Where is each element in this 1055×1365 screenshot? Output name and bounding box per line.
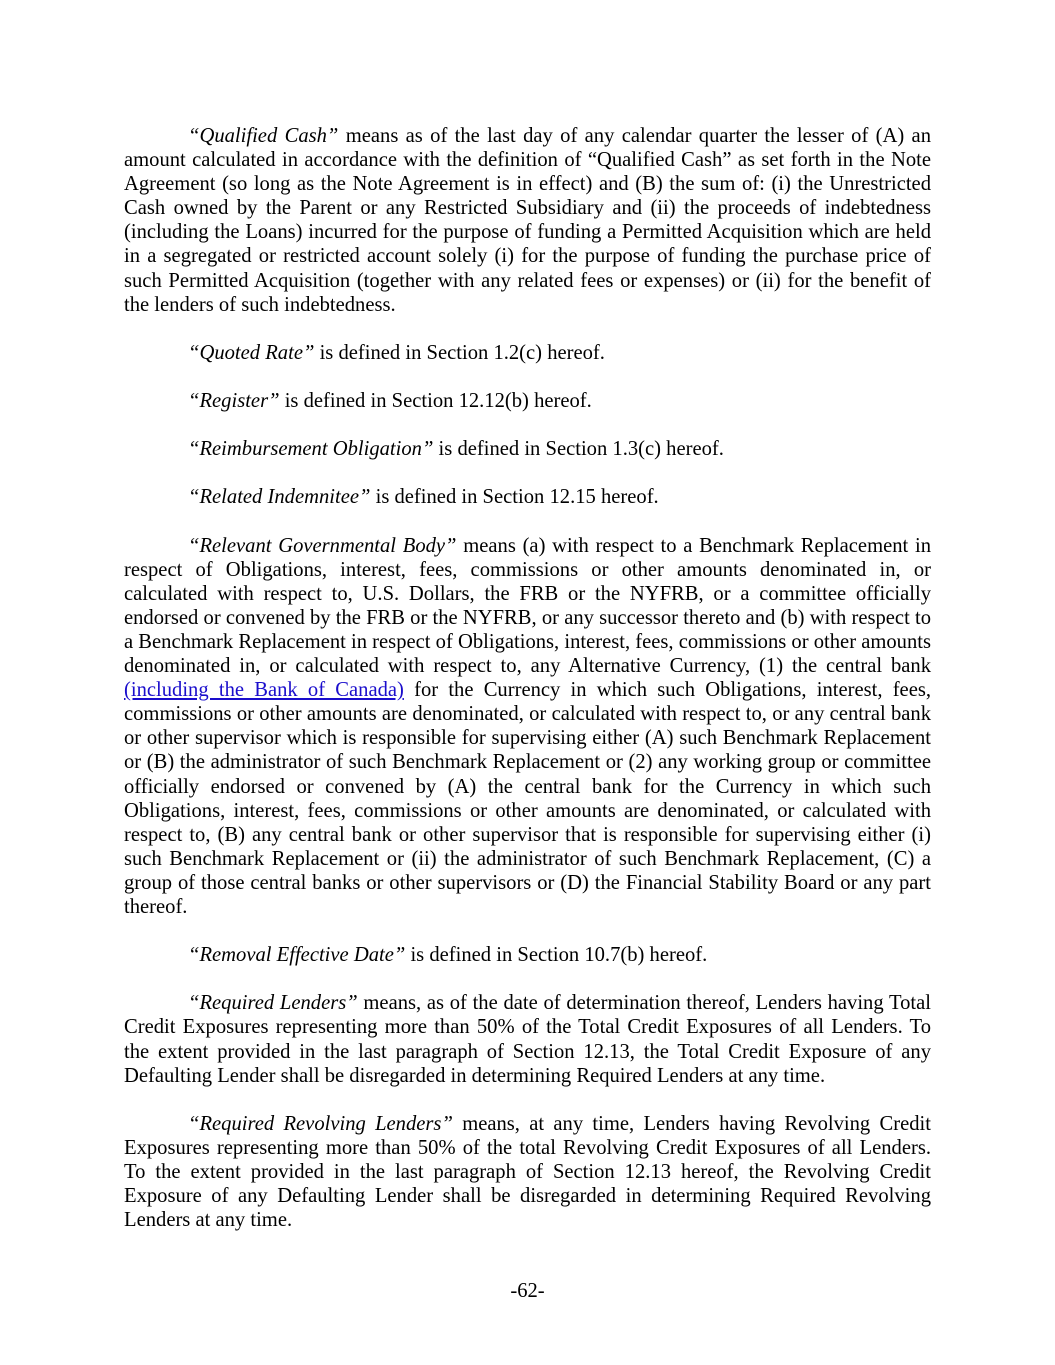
defined-term: “Qualified Cash” xyxy=(188,125,339,147)
defined-term: “Related Indemnitee” xyxy=(188,486,371,509)
definition-text: means as of the last day of any calendar quarter the lesser of (A) an amount calculated in accordance with the definition of “Qualified Cash” as set forth in the Note Agreement (so long as the Note Agreement is in effect) and (B) the sum of: (i) the Unrestricted Cash owned by the Parent or any Restricted Subsidiary and (ii) the proceeds of indebtedness (including the Loans) incurred for the purpose of funding a Permitted Acquisition which are held in a segregated or restricted account solely (i) for the purpose of funding the purchase price of such Permitted Acquisition (together with any related fees or expenses) or (ii) for the benefit of the lenders of such indebtedness. xyxy=(124,125,931,316)
document-body xyxy=(124,124,931,1256)
definition-text: is defined in Section 12.15 hereof. xyxy=(370,486,659,509)
definition-text-continued: for the Currency in which such Obligations, interest, fees, commissions or other amounts are denominated, or calculated with respect to, or any central bank or other supervisor which is responsible for supervising either (A) such Benchmark Replacement or (B) the administrator of such Benchmark Replacement or (2) any working group or committee officially endorsed or convened by (A) the central bank for the Currency in which such Obligations, interest, fees, commissions or other amounts are denominated, or calculated with respect to, (B) any central bank or other supervisor that is responsible for supervising either (i) such Benchmark Replacement or (ii) the administrator of such Benchmark Replacement, (C) a group of those central banks or other supervisors or (D) the Financial Stability Board or any part thereof. xyxy=(124,679,931,918)
definition-quoted-rate xyxy=(124,341,931,365)
definition-qualified-cash xyxy=(124,124,931,317)
definition-text: is defined in Section 10.7(b) hereof. xyxy=(405,944,708,967)
definition-removal-effective-date xyxy=(124,943,931,967)
definition-register xyxy=(124,389,931,413)
definition-required-lenders xyxy=(124,991,931,1087)
defined-term: “Register” xyxy=(188,390,280,413)
definition-text: means (a) with respect to a Benchmark Replacement in respect of Obligations, interest, fees, commissions or other amounts denominated in, or calculated with respect to, U.S. Dollars, the FRB or the NYFRB, or a committee officially endorsed or convened by the FRB or the NYFRB, or any successor thereto and (b) with respect to a Benchmark Replacement in respect of Obligations, interest, fees, commissions or other amounts denominated in, or calculated with respect to, any Alternative Currency, (1) the central bank xyxy=(124,534,931,678)
defined-term: “Reimbursement Obligation” xyxy=(188,438,434,461)
defined-term: “Required Revolving Lenders” xyxy=(188,1112,453,1135)
bank-of-canada-link[interactable]: (including the Bank of Canada) xyxy=(124,679,404,702)
defined-term: “Quoted Rate” xyxy=(188,341,315,364)
definition-text: is defined in Section 1.2(c) hereof. xyxy=(314,341,605,364)
definition-text: means, at any time, Lenders having Revolving Credit Exposures representing more than 50% of the total Revolving Credit Exposures of all Lenders. To the extent provided in the last paragraph of Section 12.13 hereof, the Revolving Credit Exposure of any Defaulting Lender shall be disregarded in determining Required Revolving Lenders at any time. xyxy=(124,1112,931,1232)
defined-term: “Required Lenders” xyxy=(188,992,358,1015)
definition-relevant-governmental-body xyxy=(124,534,931,920)
definition-text: is defined in Section 12.12(b) hereof. xyxy=(279,390,592,413)
definition-related-indemnitee xyxy=(124,485,931,509)
definition-reimbursement-obligation xyxy=(124,437,931,461)
defined-term: “Relevant Governmental Body” xyxy=(188,534,457,557)
definition-text: means, as of the date of determination thereof, Lenders having Total Credit Exposures representing more than 50% of the Total Credit Exposures of all Lenders. To the extent provided in the last paragraph of Section 12.13, the Total Credit Exposure of any Defaulting Lender shall be disregarded in determining Required Lenders at any time. xyxy=(124,992,931,1087)
definition-text: is defined in Section 1.3(c) hereof. xyxy=(433,438,724,461)
definition-required-revolving-lenders xyxy=(124,1112,931,1232)
defined-term: “Removal Effective Date” xyxy=(188,944,406,967)
page-number: -62- xyxy=(510,1280,545,1302)
